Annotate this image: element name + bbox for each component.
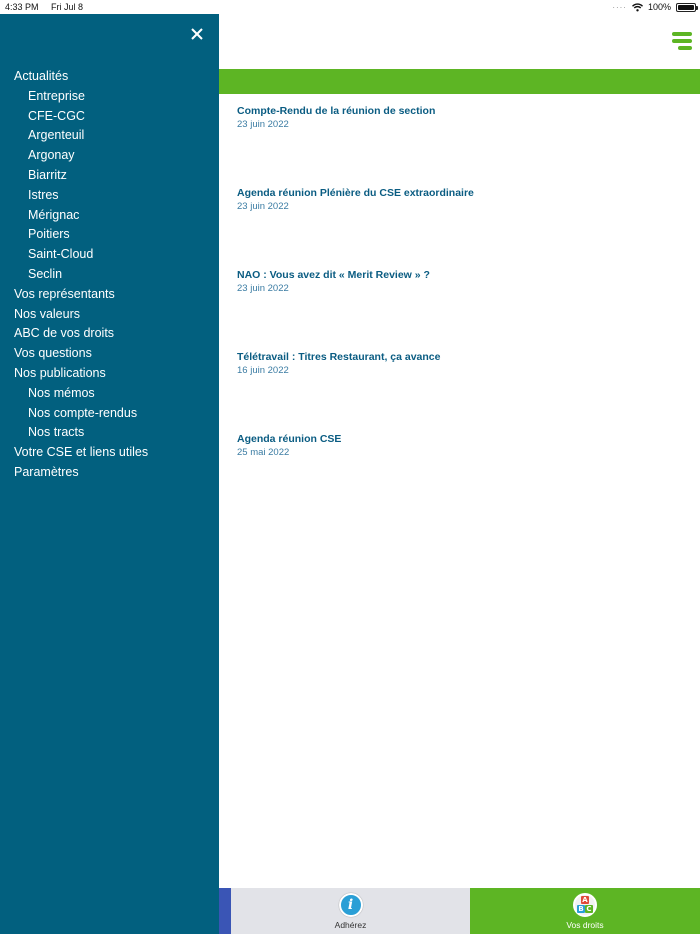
article-item[interactable] (237, 186, 687, 268)
tab-strip-accent (219, 888, 231, 934)
menu-item[interactable]: Nos mémos (28, 385, 95, 400)
article-title[interactable]: Télétravail : Titres Restaurant, ça avance (237, 351, 441, 363)
article-title[interactable]: Compte-Rendu de la réunion de section (237, 105, 436, 117)
tab-adherez[interactable] (231, 888, 470, 934)
battery-icon (676, 3, 696, 12)
status-date: Fri Jul 8 (51, 2, 84, 12)
menu-item[interactable]: Mérignac (28, 207, 80, 222)
status-time: 4:33 PM (5, 2, 39, 12)
article-title[interactable]: Agenda réunion CSE (237, 433, 342, 445)
menu-item[interactable]: Poitiers (28, 227, 70, 242)
bottom-tab-bar (219, 888, 700, 934)
battery-percent: 100% (647, 2, 671, 12)
menu-item[interactable]: Seclin (28, 266, 63, 281)
menu-item[interactable]: Argonay (28, 148, 75, 163)
article-date: 16 juin 2022 (237, 365, 289, 376)
menu-item[interactable]: Paramètres (14, 464, 79, 479)
article-date: 23 juin 2022 (237, 201, 289, 212)
signal-dots-icon: ···· (612, 2, 627, 12)
article-date: 25 mai 2022 (237, 447, 290, 458)
abc-blocks-icon: A B C (573, 893, 597, 917)
menu-item[interactable]: Nos valeurs (14, 306, 80, 321)
green-banner (219, 69, 700, 94)
menu-list (0, 67, 219, 483)
menu-item[interactable]: Actualités (14, 69, 69, 83)
tab-label: Vos droits (566, 920, 604, 930)
info-icon: i (339, 893, 363, 917)
menu-item[interactable]: Nos publications (14, 365, 106, 380)
status-bar (0, 0, 700, 14)
side-menu (0, 14, 219, 934)
header (219, 14, 700, 69)
menu-item[interactable]: Nos compte-rendus (28, 405, 138, 420)
menu-item[interactable]: Argenteuil (28, 128, 85, 143)
article-item[interactable] (237, 268, 687, 350)
article-list (237, 104, 687, 514)
menu-item[interactable]: ABC de vos droits (14, 326, 115, 341)
menu-item[interactable]: Entreprise (28, 88, 85, 103)
menu-item[interactable]: Vos représentants (14, 286, 115, 301)
menu-item[interactable]: Nos tracts (28, 425, 85, 440)
menu-item[interactable]: Saint-Cloud (28, 247, 94, 262)
article-item[interactable] (237, 432, 687, 514)
article-item[interactable] (237, 104, 687, 186)
menu-icon[interactable] (670, 32, 692, 52)
menu-item[interactable]: Istres (28, 187, 59, 202)
tab-label: Adhérez (334, 920, 367, 930)
menu-item[interactable]: Biarritz (28, 167, 67, 182)
article-item[interactable] (237, 350, 687, 432)
article-date: 23 juin 2022 (237, 119, 289, 130)
tab-vos-droits[interactable] (470, 888, 700, 934)
article-title[interactable]: NAO : Vous avez dit « Merit Review » ? (237, 269, 430, 281)
wifi-icon (632, 3, 643, 12)
menu-item[interactable]: CFE-CGC (28, 108, 85, 123)
article-title[interactable]: Agenda réunion Plénière du CSE extraordinaire (237, 187, 474, 199)
close-icon[interactable] (189, 26, 205, 42)
menu-item[interactable]: Votre CSE et liens utiles (14, 445, 149, 460)
article-date: 23 juin 2022 (237, 283, 289, 294)
menu-item[interactable]: Vos questions (14, 346, 92, 361)
